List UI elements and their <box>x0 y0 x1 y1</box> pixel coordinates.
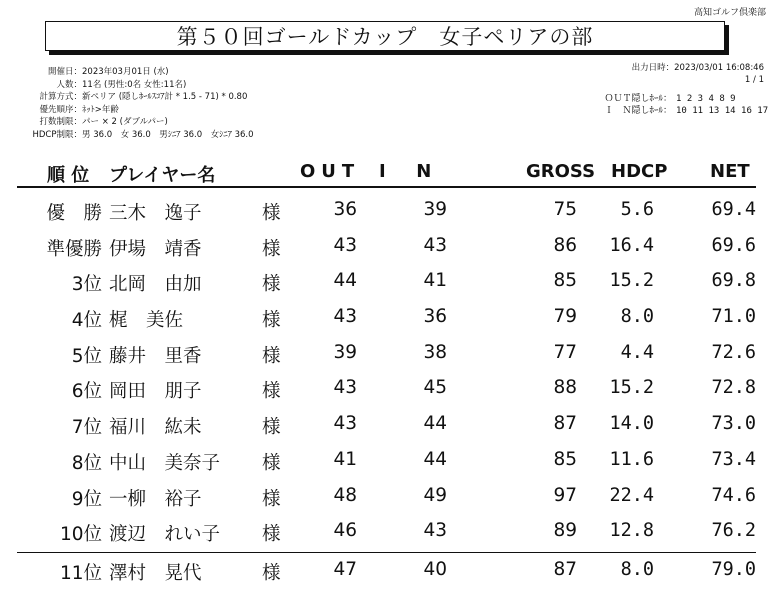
player-rank: 3位 <box>71 274 102 296</box>
player-out: 43 <box>333 234 357 256</box>
player-honorific: 様 <box>262 203 281 224</box>
player-name: 伊場 靖香 <box>109 238 202 260</box>
player-honorific: 様 <box>262 381 281 403</box>
player-name: 一柳 裕子 <box>109 488 202 510</box>
player-name: 北岡 由加 <box>109 274 202 296</box>
player-in: 41 <box>423 270 447 292</box>
info-row-date <box>10 66 254 79</box>
player-gross: 88 <box>553 377 577 399</box>
player-name: 福川 紘未 <box>109 417 202 439</box>
info-label: 計算方式： <box>39 92 82 103</box>
player-rank: 5位 <box>71 345 102 367</box>
player-rank: 7位 <box>71 417 102 439</box>
player-out: 36 <box>333 199 357 220</box>
player-gross: 86 <box>553 234 577 256</box>
player-honorific: 様 <box>262 238 281 260</box>
player-in: 40 <box>423 558 447 580</box>
club-name: 高知ゴルフ倶楽部 <box>693 8 766 18</box>
player-row <box>17 300 756 336</box>
player-rank: 11位 <box>59 562 102 584</box>
player-honorific: 様 <box>262 524 281 546</box>
info-row-method <box>10 91 254 104</box>
player-row <box>17 443 756 479</box>
player-hdcp: 16.4 <box>609 234 654 256</box>
player-name: 岡田 朋子 <box>109 381 202 403</box>
player-net: 73.0 <box>711 413 756 435</box>
player-row <box>17 479 756 515</box>
player-hdcp: 8.0 <box>620 558 654 580</box>
player-hdcp: 14.0 <box>609 413 654 435</box>
player-gross: 87 <box>553 413 577 435</box>
print-datetime: 出力日時：2023/03/01 16:08:46 <box>631 63 764 73</box>
player-honorific: 様 <box>262 562 281 584</box>
player-rank: 4位 <box>71 310 102 332</box>
print-info <box>632 62 764 86</box>
player-rank: 準優勝 <box>46 238 102 260</box>
page-number: 1 / 1 <box>744 75 764 85</box>
player-rank: 9位 <box>71 488 102 510</box>
player-net: 76.2 <box>711 520 756 542</box>
info-value: 男 36.0 女 36.0 男ｼﾆｱ 36.0 女ｼﾆｱ 36.0 <box>82 129 254 140</box>
player-in: 38 <box>423 341 447 363</box>
info-label: 人数： <box>56 79 82 90</box>
player-name: 三木 逸子 <box>109 203 202 224</box>
player-name: 藤井 里香 <box>109 345 202 367</box>
player-honorific: 様 <box>262 452 281 474</box>
header-rank: 順 位 <box>47 165 90 186</box>
player-net: 71.0 <box>711 306 756 328</box>
header-player: プレイヤー名 <box>109 165 216 186</box>
player-hdcp: 22.4 <box>609 484 654 506</box>
player-gross: 79 <box>553 306 577 328</box>
info-label: 打数制限： <box>39 117 82 128</box>
player-out: 48 <box>333 484 357 506</box>
player-net: 69.6 <box>711 234 756 256</box>
player-hdcp: 11.6 <box>609 448 654 470</box>
hidden-holes-out <box>577 93 768 105</box>
player-gross: 77 <box>553 341 577 363</box>
player-in: 44 <box>423 413 447 435</box>
player-out: 46 <box>333 520 357 542</box>
hidden-holes-out-label: ＯＵＴ隠しﾎｰﾙ： <box>604 94 672 104</box>
player-out: 43 <box>333 306 357 328</box>
player-in: 43 <box>423 234 447 256</box>
player-gross: 85 <box>553 448 577 470</box>
player-gross: 75 <box>553 199 577 220</box>
player-honorific: 様 <box>262 274 281 296</box>
player-net: 72.6 <box>711 341 756 363</box>
info-row-count <box>10 79 254 92</box>
player-name: 澤村 晃代 <box>109 562 202 584</box>
player-hdcp: 15.2 <box>609 377 654 399</box>
player-gross: 97 <box>553 484 577 506</box>
player-hdcp: 4.4 <box>620 341 654 363</box>
player-net: 69.8 <box>711 270 756 292</box>
player-hdcp: 15.2 <box>609 270 654 292</box>
player-out: 43 <box>333 413 357 435</box>
page-title-box <box>45 21 725 51</box>
player-row <box>17 514 756 550</box>
player-honorific: 様 <box>262 310 281 332</box>
player-net: 73.4 <box>711 448 756 470</box>
player-net: 72.8 <box>711 377 756 399</box>
hidden-holes <box>577 93 768 117</box>
player-row <box>17 552 756 589</box>
player-hdcp: 8.0 <box>620 306 654 328</box>
player-out: 39 <box>333 341 357 363</box>
info-row-priority <box>10 104 254 117</box>
header-out: OUT <box>300 161 361 182</box>
info-row-stroke-limit <box>10 116 254 129</box>
header-gross: GROSS <box>526 161 596 182</box>
player-gross: 89 <box>553 520 577 542</box>
player-honorific: 様 <box>262 345 281 367</box>
player-rank: 8位 <box>71 452 102 474</box>
event-info <box>10 66 254 142</box>
results-header <box>17 156 756 188</box>
info-value: 11名 (男性:0名 女性:11名) <box>82 79 187 90</box>
player-rank: 優 勝 <box>46 203 102 224</box>
player-net: 69.4 <box>711 199 756 220</box>
player-rank: 6位 <box>71 381 102 403</box>
player-in: 49 <box>423 484 447 506</box>
info-value: パー × 2 (ダブルパー) <box>82 117 168 128</box>
info-value: 新ペリア (隠しﾎｰﾙｽｺｱ計 * 1.5 - 71) * 0.80 <box>82 92 248 103</box>
header-in: I N <box>379 161 438 182</box>
player-honorific: 様 <box>262 417 281 439</box>
page-title: 第５０回ゴールドカップ 女子ペリアの部 <box>176 25 594 49</box>
player-row <box>17 193 756 229</box>
player-in: 39 <box>423 199 447 220</box>
player-hdcp: 5.6 <box>620 199 654 220</box>
player-row <box>17 336 756 372</box>
player-hdcp: 12.8 <box>609 520 654 542</box>
hidden-holes-in <box>577 105 768 117</box>
player-net: 79.0 <box>711 558 756 580</box>
player-in: 45 <box>423 377 447 399</box>
hidden-holes-in-list: 10 11 13 14 16 17 <box>676 106 769 116</box>
info-value: 2023年03月01日 (水) <box>82 67 169 77</box>
results-table <box>17 193 756 589</box>
header-net: NET <box>710 161 750 182</box>
info-row-hdcp-limit <box>10 129 254 142</box>
player-out: 44 <box>333 270 357 292</box>
player-name: 梶 美佐 <box>109 310 184 332</box>
player-gross: 85 <box>553 270 577 292</box>
player-net: 74.6 <box>711 484 756 506</box>
player-in: 36 <box>423 306 447 328</box>
info-label: 優先順序： <box>39 104 82 115</box>
info-value: ﾈｯﾄ>年齢 <box>82 104 119 115</box>
player-name: 渡辺 れい子 <box>109 524 221 546</box>
player-name: 中山 美奈子 <box>109 452 221 474</box>
player-out: 47 <box>333 558 357 580</box>
hidden-holes-in-label: Ｉ Ｎ隠しﾎｰﾙ： <box>604 106 672 116</box>
info-label: HDCP制限： <box>32 129 82 140</box>
player-in: 43 <box>423 520 447 542</box>
info-label: 開催日： <box>47 67 82 77</box>
player-row <box>17 371 756 407</box>
hidden-holes-out-list: 1 2 3 4 8 9 <box>676 94 736 104</box>
player-out: 43 <box>333 377 357 399</box>
player-out: 41 <box>333 448 357 470</box>
player-gross: 87 <box>553 558 577 580</box>
player-rank: 10位 <box>59 524 102 546</box>
player-row <box>17 407 756 443</box>
header-hdcp: HDCP <box>611 161 668 182</box>
player-row <box>17 229 756 265</box>
player-row <box>17 264 756 300</box>
player-honorific: 様 <box>262 488 281 510</box>
player-in: 44 <box>423 448 447 470</box>
